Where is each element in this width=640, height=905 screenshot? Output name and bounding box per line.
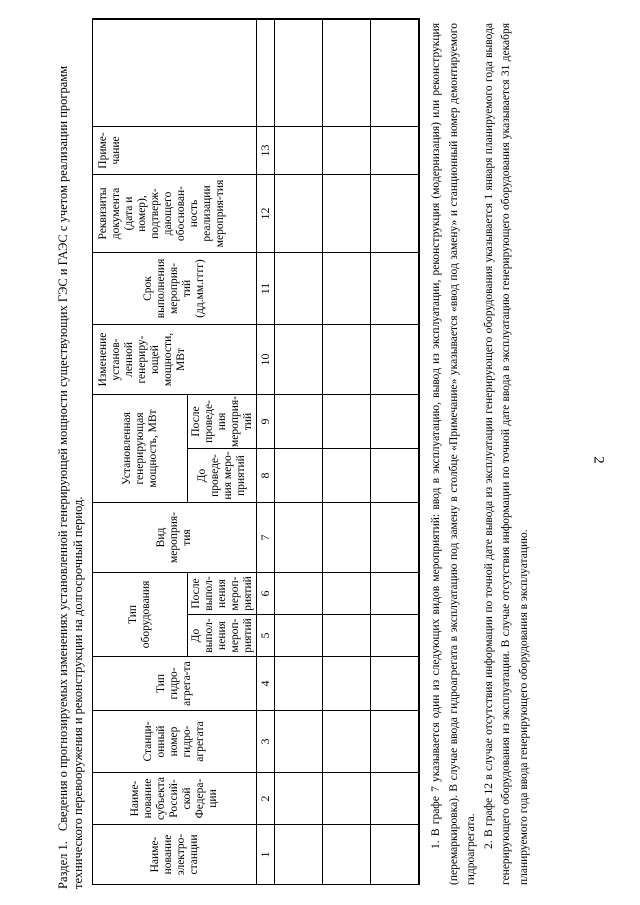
footnotes <box>428 23 533 885</box>
column-number: 10 <box>257 324 275 394</box>
empty-cell <box>275 174 323 252</box>
table-tail-cell <box>257 19 275 126</box>
header-capacity-before: До проведе-ния меро-приятий <box>188 448 257 502</box>
empty-cell <box>323 324 371 394</box>
empty-cell <box>323 656 371 710</box>
column-number: 8 <box>257 448 275 502</box>
column-number: 11 <box>257 252 275 324</box>
empty-cell <box>371 710 419 772</box>
column-number: 4 <box>257 656 275 710</box>
column-number: 1 <box>257 824 275 884</box>
empty-cell <box>275 614 323 656</box>
header-equipment-after: После выпол-нения мероп-риятий <box>188 572 257 614</box>
empty-cell <box>275 19 323 126</box>
empty-cell <box>371 394 419 448</box>
column-number: 7 <box>257 502 275 572</box>
empty-cell <box>323 174 371 252</box>
empty-cell <box>371 772 419 824</box>
header-equipment-before: До выпол-нения мероп-риятий <box>188 614 257 656</box>
empty-cell <box>371 126 419 174</box>
header-note: Приме-чание <box>93 126 257 174</box>
empty-cell <box>371 502 419 572</box>
empty-cell <box>323 252 371 324</box>
empty-cell <box>371 174 419 252</box>
empty-cell <box>275 502 323 572</box>
empty-cell <box>323 502 371 572</box>
column-number: 5 <box>257 614 275 656</box>
empty-cell <box>275 252 323 324</box>
empty-cell <box>275 324 323 394</box>
header-document-details: Реквизиты документа (дата и номер), подтверж-дающего обоснован-ность реализации мероприя-тия <box>93 174 257 252</box>
column-number: 3 <box>257 710 275 772</box>
empty-cell <box>371 824 419 884</box>
header-deadline: Срок выполнения мероприя-тий (дд.мм.гггг) <box>93 252 257 324</box>
footnote: 1. В графе 7 указывается один из следующих видов мероприятий: ввод в эксплуатацию, вывод из эксплуатации, реконструкция (модернизация) или реконструкция (перемаркировка). В случае ввода гидроагрегата в эксплуатацию под замену в столбце «Примечание» указывается «ввод под замену» и станционный номер демонтируемого гидроагрегата. <box>430 23 477 885</box>
header-subject-name: Наиме-нование субъекта Россий-ской Федера-ции <box>93 772 257 824</box>
empty-cell <box>275 824 323 884</box>
empty-cell <box>371 656 419 710</box>
empty-cell <box>275 572 323 614</box>
section-label: Раздел 1. <box>56 841 70 889</box>
empty-cell <box>371 448 419 502</box>
table-tail-cell <box>93 19 257 126</box>
column-number: 9 <box>257 394 275 448</box>
empty-cell <box>323 572 371 614</box>
empty-cell <box>323 394 371 448</box>
header-installed-capacity: Установленная генерирующая мощность, МВт <box>93 394 188 502</box>
empty-cell <box>323 19 371 126</box>
header-unit-number: Станци-онный номер гидро-агрегата <box>93 710 257 772</box>
column-number: 13 <box>257 126 275 174</box>
empty-cell <box>323 614 371 656</box>
empty-cell <box>275 656 323 710</box>
column-number: 6 <box>257 572 275 614</box>
capacity-table <box>92 18 420 885</box>
empty-cell <box>371 572 419 614</box>
empty-cell <box>371 324 419 394</box>
column-number: 2 <box>257 772 275 824</box>
empty-cell <box>275 448 323 502</box>
header-capacity-change: Изменение установ-ленной генериру-ющей мощности, МВт <box>93 324 257 394</box>
empty-cell <box>323 448 371 502</box>
page-number: 2 <box>590 456 607 464</box>
header-unit-type: Тип гидро-агрега-та <box>93 656 257 710</box>
header-capacity-after: После проведе-ния мероприя-тий <box>188 394 257 448</box>
header-equipment-type: Тип оборудования <box>93 572 188 656</box>
empty-cell <box>323 772 371 824</box>
empty-cell <box>275 126 323 174</box>
empty-cell <box>371 614 419 656</box>
empty-cell <box>323 126 371 174</box>
header-measure-type: Вид мероприя-тия <box>93 502 257 572</box>
empty-cell <box>323 824 371 884</box>
header-station-name: Наиме-нование электро-станции <box>93 824 257 884</box>
column-number: 12 <box>257 174 275 252</box>
empty-cell <box>275 394 323 448</box>
empty-cell <box>323 710 371 772</box>
empty-cell <box>275 772 323 824</box>
empty-cell <box>371 252 419 324</box>
empty-cell <box>371 19 419 126</box>
footnote: 2. В графе 12 в случае отсутствия информации по точной дате вывода из эксплуатации генерирующего оборудования указывается 1 января планируемого года вывода генерирующего оборудования из эксплуатации. В случае отсутствия информации по точной дате ввода в эксплуатацию генерирующего оборудования указывается 31 декабря планируемого года ввода генерирующего оборудования в эксплуатацию. <box>482 23 530 885</box>
empty-cell <box>275 710 323 772</box>
section-heading <box>56 29 86 889</box>
section-title: Сведения о прогнозируемых изменениях установленной генерирующей мощности существующих ГЭС и ГАЭС с учетом реализации программ технического перевооружения и реконструкции на долгосрочный период. <box>56 65 85 889</box>
